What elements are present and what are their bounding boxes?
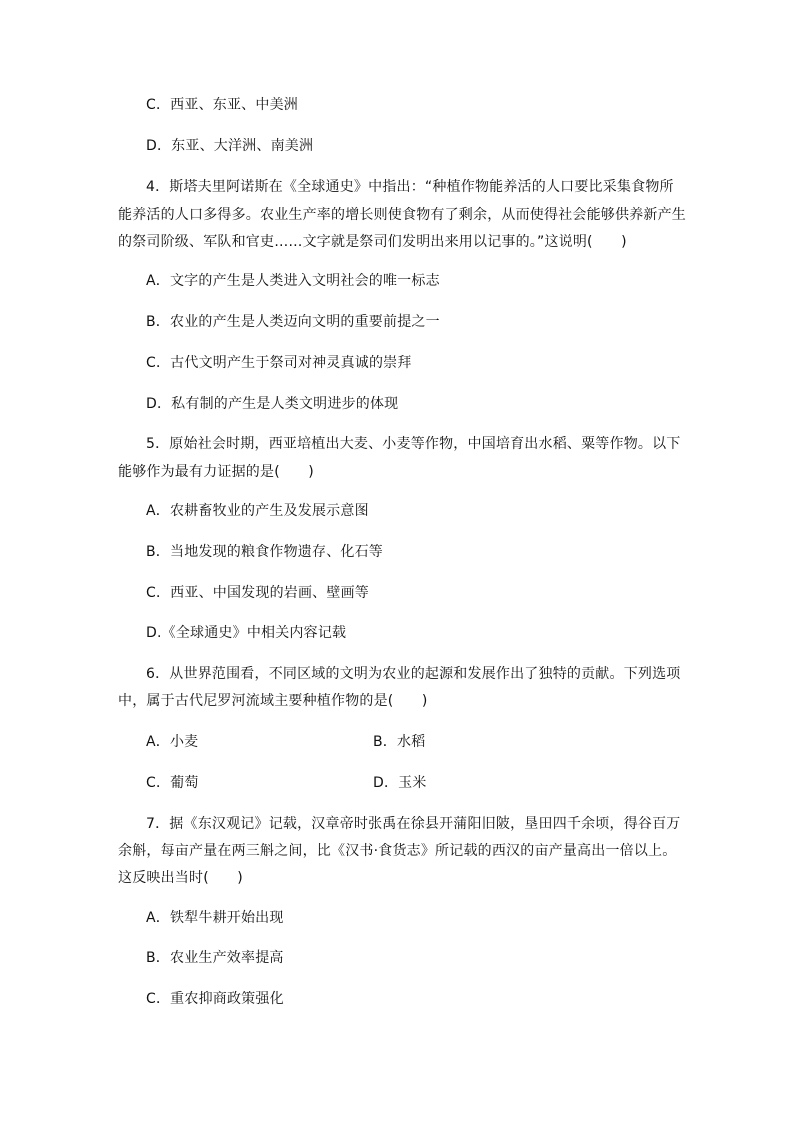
q5-option-b: B．当地发现的粮食作物遗存、化石等: [146, 544, 384, 560]
q4-stem-line-3: 的祭司阶级、军队和官吏……文字就是祭司们发明出来用以记事的。”这说明( ): [118, 234, 627, 250]
q6-option-b: B．水稻: [373, 734, 426, 750]
q4-option-d: D．私有制的产生是人类文明进步的体现: [146, 396, 399, 412]
q5-stem-line-1: 5．原始社会时期，西亚培植出大麦、小麦等作物，中国培育出水稻、粟等作物。以下: [146, 436, 681, 452]
q4-stem-line-2: 能养活的人口多得多。农业生产率的增长则使食物有了剩余，从而使得社会能够供养新产生: [118, 207, 686, 223]
q5-option-d: D.《全球通史》中相关内容记载: [146, 625, 347, 641]
q6-stem-line-2: 中，属于古代尼罗河流域主要种植作物的是( ): [118, 693, 428, 709]
q4-option-a: A．文字的产生是人类进入文明社会的唯一标志: [146, 273, 440, 289]
q7-stem-line-3: 这反映出当时( ): [118, 870, 243, 886]
q7-option-a: A．铁犁牛耕开始出现: [146, 910, 284, 926]
q5-stem-line-2: 能够作为最有力证据的是( ): [118, 464, 314, 480]
q6-option-d: D．玉米: [373, 775, 427, 791]
q4-stem-line-1: 4．斯塔夫里阿诺斯在《全球通史》中指出：“种植作物能养活的人口要比采集食物所: [146, 179, 674, 195]
q7-option-b: B．农业生产效率提高: [146, 950, 284, 966]
q6-option-c: C．葡萄: [146, 775, 199, 791]
q5-option-a: A．农耕畜牧业的产生及发展示意图: [146, 503, 369, 519]
q7-stem-line-2: 余斛，每亩产量在两三斛之间，比《汉书·食货志》所记载的西汉的亩产量高出一倍以上。: [118, 843, 677, 859]
q4-option-c: C．古代文明产生于祭司对神灵真诚的崇拜: [146, 355, 412, 371]
q5-option-c: C．西亚、中国发现的岩画、壁画等: [146, 585, 369, 601]
q3-option-d: D．东亚、大洋洲、南美洲: [146, 138, 314, 154]
q3-option-c: C．西亚、东亚、中美洲: [146, 97, 298, 113]
q6-stem-line-1: 6．从世界范围看，不同区域的文明为农业的起源和发展作出了独特的贡献。下列选项: [146, 666, 681, 682]
q6-option-a: A．小麦: [146, 734, 199, 750]
q7-option-c: C．重农抑商政策强化: [146, 991, 284, 1007]
q7-stem-line-1: 7．据《东汉观记》记载，汉章帝时张禹在徐县开蒲阳旧陂，垦田四千余顷，得谷百万: [146, 816, 681, 832]
q4-option-b: B．农业的产生是人类迈向文明的重要前提之一: [146, 314, 440, 330]
